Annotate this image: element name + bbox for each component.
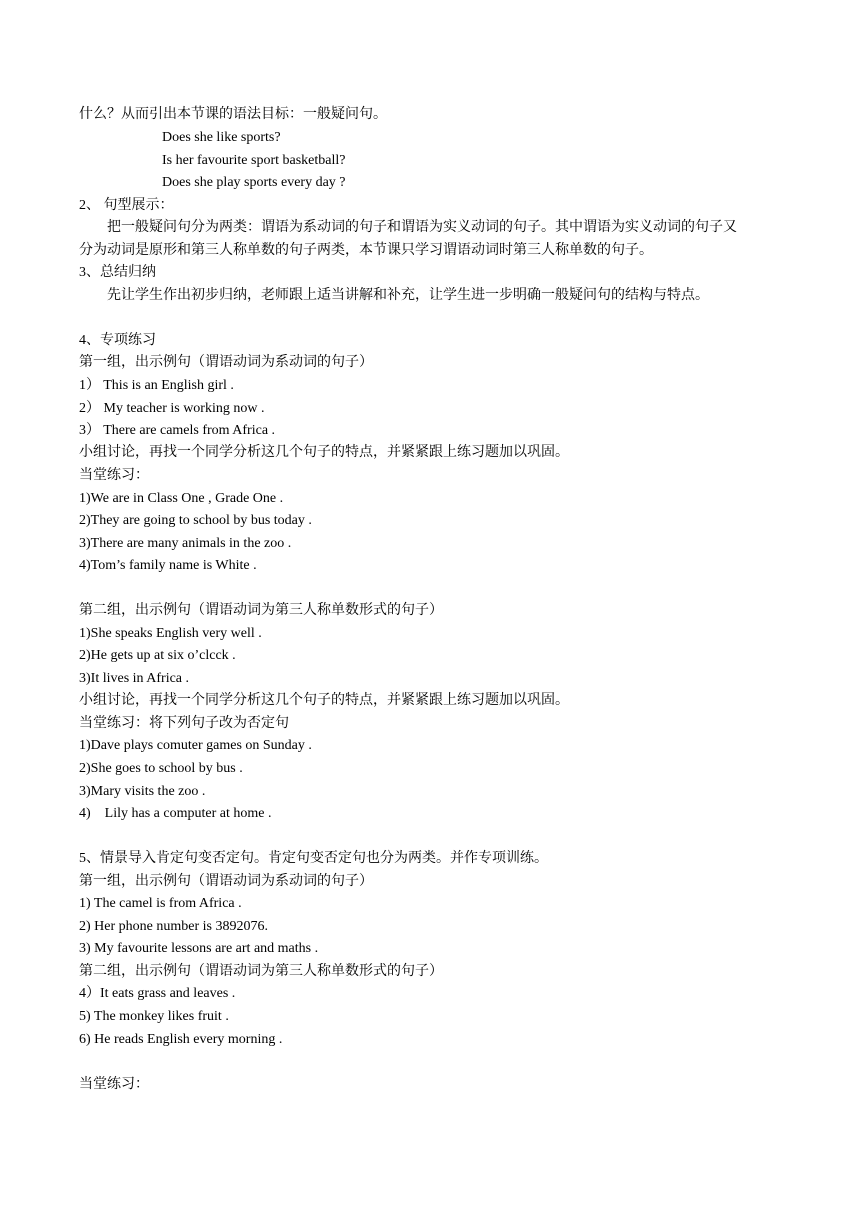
- section3-heading: 3、总结归纳: [79, 265, 156, 280]
- list-item: 3)It lives in Africa .: [79, 671, 190, 686]
- list-item: 6) He reads English every morning .: [79, 1032, 283, 1047]
- section4-group2-practice-title: 当堂练习：将下列句子改为否定句: [79, 716, 289, 731]
- list-item: 3) My favourite lessons are art and maths .: [79, 941, 319, 956]
- list-item: 4) Lily has a computer at home .: [79, 806, 272, 821]
- intro-example-3: Does she play sports every day ?: [162, 175, 346, 190]
- list-item: 2) Her phone number is 3892076.: [79, 919, 268, 934]
- list-item: 1) The camel is from Africa .: [79, 896, 242, 911]
- list-item: 2） My teacher is working now .: [79, 401, 265, 416]
- section5-heading: 5、情景导入肯定句变否定句。肯定句变否定句也分为两类。并作专项训练。: [79, 851, 548, 866]
- section4-group2-title: 第二组，出示例句（谓语动词为第三人称单数形式的句子）: [79, 603, 443, 618]
- list-item: 4)Tom’s family name is White .: [79, 558, 257, 573]
- intro-example-1: Does she like sports?: [162, 130, 281, 145]
- list-item: 3)There are many animals in the zoo .: [79, 536, 292, 551]
- list-item: 4）It eats grass and leaves .: [79, 986, 236, 1001]
- list-item: 2)They are going to school by bus today .: [79, 513, 312, 528]
- list-item: 1)We are in Class One , Grade One .: [79, 491, 284, 506]
- section5-group1-title: 第一组，出示例句（谓语动词为系动词的句子）: [79, 874, 373, 889]
- list-item: 2)She goes to school by bus .: [79, 761, 243, 776]
- list-item: 3） There are camels from Africa .: [79, 423, 276, 438]
- list-item: 1)She speaks English very well .: [79, 626, 262, 641]
- section4-group1-title: 第一组，出示例句（谓语动词为系动词的句子）: [79, 355, 373, 370]
- section4-group1-discussion: 小组讨论，再找一个同学分析这几个句子的特点，并紧紧跟上练习题加以巩固。: [79, 445, 569, 460]
- section3-body: 先让学生作出初步归纳，老师跟上适当讲解和补充，让学生进一步明确一般疑问句的结构与特点。: [107, 288, 709, 303]
- section5-practice-title: 当堂练习：: [79, 1077, 149, 1092]
- list-item: 1） This is an English girl .: [79, 378, 234, 393]
- intro-lead: 什么？从而引出本节课的语法目标：一般疑问句。: [79, 107, 387, 122]
- section2-heading: 2、 句型展示：: [79, 198, 174, 213]
- list-item: 3)Mary visits the zoo .: [79, 784, 206, 799]
- list-item: 5) The monkey likes fruit .: [79, 1009, 229, 1024]
- section2-body-line2: 分为动词是原形和第三人称单数的句子两类，本节课只学习谓语动词时第三人称单数的句子。: [79, 243, 653, 258]
- list-item: 2)He gets up at six o’clcck .: [79, 648, 236, 663]
- list-item: 1)Dave plays comuter games on Sunday .: [79, 738, 312, 753]
- section4-heading: 4、专项练习: [79, 333, 156, 348]
- section4-group2-discussion: 小组讨论，再找一个同学分析这几个句子的特点，并紧紧跟上练习题加以巩固。: [79, 693, 569, 708]
- intro-example-2: Is her favourite sport basketball?: [162, 153, 346, 168]
- section2-body-line1: 把一般疑问句分为两类：谓语为系动词的句子和谓语为实义动词的句子。其中谓语为实义动词的句子又: [107, 220, 737, 235]
- section4-group1-practice-title: 当堂练习：: [79, 468, 149, 483]
- section5-group2-title: 第二组，出示例句（谓语动词为第三人称单数形式的句子）: [79, 964, 443, 979]
